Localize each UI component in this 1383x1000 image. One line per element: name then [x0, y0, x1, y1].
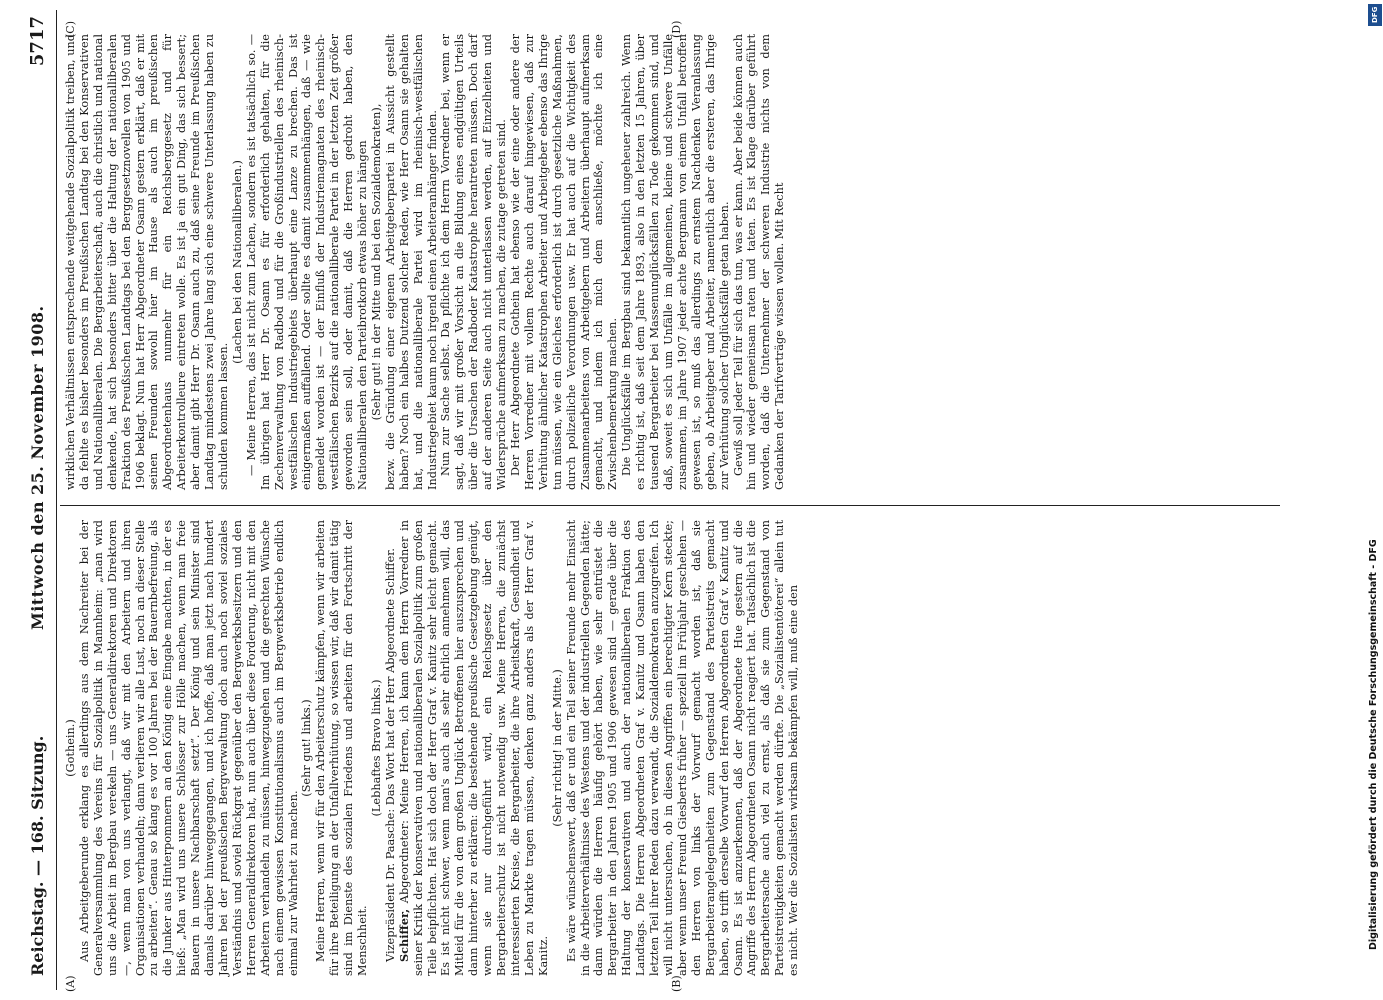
page-header — [20, 10, 57, 990]
header-left: Reichstag. — 168. Sitzung. — [28, 735, 47, 976]
speech-block — [398, 520, 551, 976]
margin-mark-d: (D) — [670, 20, 683, 38]
speaker-name: Schiffer, — [396, 908, 411, 962]
margin-mark-c: (C) — [64, 21, 77, 38]
presiding-announcement: Vizepräsident Dr. Paasche: Das Wort hat der Herr Abgeordnete Schiffer. — [383, 547, 397, 962]
speaker-tag: (Gothein.) — [64, 719, 77, 777]
reaction: (Sehr gut! links.) — [300, 699, 314, 797]
reaction: (Lachen bei den Nationalliberalen.) — [230, 160, 244, 364]
paragraph: — Meine Herren, das ist nicht zum Lachen, sondern es ist tatsächlich so. — Im übrigen hat Herr Dr. Osann es für erforderlich gehalten, für die Zechenverwaltung von Radbod und für die Großindustriellen des rheinisch-westfälischen Industriegebiets überhaupt eine Lanze zu brechen. Das ist einigermaßen auffallend. Oder sollte es damit zusammenhängen, daß — wie gemeldet worden ist — der Einfluß der Industriemagnaten des rheinisch-westfälischen Bezirks auf die nationalliberale Partei in der letzten Zeit größer geworden sein soll, oder damit, daß die Herren gedroht haben, den Nationalliberalen den Parteibrotkorb etwas höher zu hängen — [244, 34, 370, 490]
rotated-page-content — [20, 10, 1320, 990]
paragraph: Der Herr Abgeordnete Gothein hat ebenso wie der eine oder andere der Herren Vorredner mit vollem Rechte auch darauf hingewiesen, daß zur Verhütung ähnlicher Katastrophen Arbeiter und Arbeitgeber ebenso das Ihrige tun müssen, wie ein Gleiches erforderlich ist durch gesetzliche Maßnahmen, durch polizeiliche Verordnungen usw. Er hat auch auf die Wichtigkeit des Zusammenarbeitens von Arbeitgebern und Arbeitern überhaupt aufmerksam gemacht, und indem ich mich dem anschließe, möchte ich eine Zwischenbemerkung machen. — [509, 34, 620, 490]
paragraph: Aus Arbeitgeberunde erklang es allerdings aus dem Nachreiter bei der Generalversammlung des Vereins für Sozialpolitik in Mannheim: „man wird uns die Arbeit im Bergbau verekeln — uns Generaldirektoren und Direktoren —, wenn man von uns verlangt, daß wir mit den Arbeitern und ihren Organisationen verhandeln; dann verlieren wir alle Lust, noch an dieser Stelle zu arbeiten“. Genau so klang es vor 100 Jahren bei der Bauernbefreiung, als die Junker aus Hinterpommern an den König eine Eingabe machten, in der es hieß: „Man wird uns unsere Schlösser zur Hölle machen, wenn man freie Bauern in unsere Nachbarschaft setzt“. Der König und sein Minister sind damals darüber hinweggegangen, und ich hoffe, daß man jetzt nach hundert Jahren bei der preußischen Bergverwaltung doch auch noch soviel soziales Verständnis und soviel Rückgrat gegenüber den Bergwerksbesitzern und den Herren Generaldirektoren hat, nun auch über diese Forderung, nicht mit den Arbeitern verhandeln zu müssen, hinwegzugehen und die gerechten Wünsche nach einem gewissen Konstitutionalismus auch im Bergwerksbetrieb endlich einmal zur Wahrheit zu machen. — [77, 520, 300, 976]
right-column — [64, 34, 787, 490]
paragraph: Es wäre wünschenswert, daß er und ein Teil seiner Freunde mehr Einsicht in die Arbeiterverhältnisse des Westens und der industriellen Gegenden hätte; dann würden die Herren häufig gehört haben, wie sehr entrüstet die Bergarbeiter in den Jahren 1905 und 1906 gewesen sind — gerade über die Haltung der konservativen und auch der nationalliberalen Fraktion des Landtags. Die Herren Abgeordneten Graf v. Kanitz und Osann haben den letzten Teil ihrer Reden dazu verwandt, die Sozialdemokraten anzugreifen. Ich will nicht untersuchen, ob in diesen Angriffen ein berechtigter Kern steckte; aber wenn unser Freund Giesberts früher — speziell im Frühjahr geschehen — den Herren von links der Vorwurf gemacht worden ist, daß sie Bergarbeiterangelegenheiten zum Gegenstand des Parteistreits gemacht haben, so trifft derselbe Vorwurf den Herren Abgeordneten Graf v. Kanitz und Osann. Es ist anzuerkennen, daß der Abgeordnete Hue gestern auf die Angriffe des Herrn Abgeordneten Osann nicht reagiert hat. Tatsächlich ist die Bergarbeitersache auch viel zu ernst, als daß sie zum Gegenstand von Parteistreitigkeiten gemacht werden dürfte. Die „Sozialistentöterei“ allein tut es nicht. Wer die Sozialisten wirksam bekämpfen will, muß eine den — [564, 520, 801, 976]
reaction: (Sehr richtig! in der Mitte.) — [550, 669, 564, 827]
column-divider — [60, 505, 1280, 506]
paragraph: Nun zur Sache selbst. Da pflichte ich dem Herrn Vorredner bei, wenn er sagt, daß wir mit großer Vorsicht an die Bildung eines endgültigen Urteils über die Ursachen der Radboder Katastrophe herantreten müssen. Doch darf auf der anderen Seite auch nicht unterlassen werden, auf Einzelheiten und Widersprüche aufmerksam zu machen, die zutage getreten sind. — [439, 34, 509, 490]
paragraph: bezw. die Gründung einer eigenen Arbeitgeberpartei in Aussicht gestellt haben? Noch ein halbes Dutzend solcher Reden, wie Herr Osann sie gehalten hat, und die nationalliberale Partei wird im rheinisch-westfälischen Industriegebiet kaum noch irgend einen Arbeiteranhänger finden. — [383, 34, 439, 490]
left-column — [64, 520, 801, 976]
paragraph: Abgeordneter: Meine Herren, ich kann dem Herrn Vorredner in seiner Kritik der konservativen und nationalliberalen Sozialpolitik zum großen Teile beipflichten. Hat sich doch der Herr Graf v. Kanitz sehr leicht gemacht. Es ist nicht schwer, wenn man's auch als sehr ehrlich annehmen will, das Mitleid für die von dem großen Unglück Betroffenen hier auszusprechen und dann hinterher zu erklären: die bestehende preußische Gesetzgebung genügt, wenn sie nur durchgeführt wird, ein Reichsgesetz über den Bergarbeiterschutz ist nicht notwendig usw. Meine Herren, die zunächst interessierten Kreise, die Bergarbeiter, die ihre Arbeitskraft, Gesundheit und Leben zu Markte tragen müssen, denken ganz anders als der Herr Graf v. Kanitz. — [397, 520, 550, 976]
margin-mark-b: (B) — [670, 975, 683, 992]
reaction: (Sehr gut! in der Mitte und bei den Sozialdemokraten), — [369, 103, 383, 421]
dfg-logo: DFG — [1368, 4, 1382, 26]
paragraph: Die Unglücksfälle im Bergbau sind bekanntlich ungeheuer zahlreich. Wenn es richtig ist, daß seit dem Jahre 1893, also in den letzten 15 Jahren, über tausend Bergarbeiter bei Massenunglücksfällen zu Tode gekommen sind, und daß, soweit es sich um Unfälle im allgemeinen, kleine und schwere Unfälle zusammen, im Jahre 1907 jeder achte Bergmann von einem Unfall betroffen gewesen ist, so muß das allerdings zu ernstem Nachdenken Veranlassung geben, ob Arbeitgeber und Arbeiter, namentlich aber die ersteren, das Ihrige zur Verhütung solcher Unglücksfälle getan haben. — [620, 34, 731, 490]
header-date: Mittwoch den 25. November 1908. — [28, 305, 47, 630]
reaction: (Lebhaftes Bravo links.) — [369, 679, 383, 817]
page-number: 5717 — [27, 16, 48, 67]
digitization-credit: Digitalisierung gefördert durch die Deutsche Forschungsgemeinschaft - DFG — [1368, 539, 1379, 950]
paragraph: wirklichen Verhältnissen entsprechende weitgehende Sozialpolitik treiben, und da fehlte es bisher besonders im Preußischen Landtag bei den Konservativen und Nationalliberalen. Die Bergarbeiterschaft, auch die christlich und national denkende, hat sich besonders bitter über die Haltung der nationalliberalen Fraktion des Preußischen Landtags bei den Berggesetznovellen von 1905 und 1906 beklagt. Nun hat Herr Abgeordneter Osann gestern erklärt, daß er mit seinen Freunden sowohl hier im Hause als auch im preußischen Abgeordnetenhaus nunmehr für ein Reichsberggesetz und für Arbeiterkontrolleure eintreten wolle. Es ist ja ein gut Ding, das sich bessert; aber damit gibt Herr Dr. Osann auch zu, daß seine Freunde im Preußischen Landtag mindestens zwei Jahre lang sich eine schwere Unterlassung haben zu schulden kommen lassen. — [64, 34, 230, 490]
margin-mark-a: (A) — [64, 975, 77, 992]
paragraph: Gewiß soll jeder Teil für sich das tun, was er kann. Aber beide können auch hin und wieder gemeinsam raten und taten. Es ist Klage darüber geführt worden, daß die Unternehmer der schweren Industrie nichts von dem Gedanken der Tarifverträge wissen wollen. Mit Recht — [731, 34, 787, 490]
paragraph: Meine Herren, wenn wir für den Arbeiterschutz kämpfen, wenn wir arbeiten für ihre Beteiligung an der Unfallverhütung, so wissen wir, daß wir damit tätig sind im Dienste des sozialen Friedens und arbeiten für den Fortschritt der Menschheit. — [314, 520, 370, 976]
